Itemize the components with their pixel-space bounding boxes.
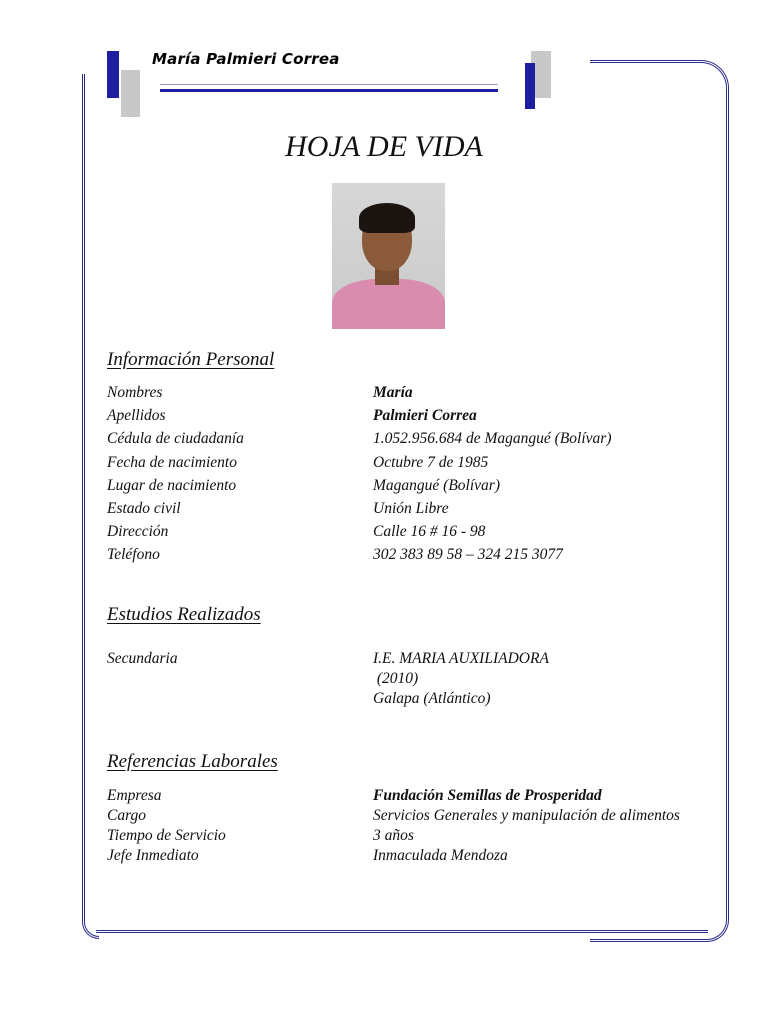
section-title-references: Referencias Laborales <box>107 751 278 772</box>
personal-info-row <box>107 384 707 407</box>
personal-info-label: Lugar de nacimiento <box>107 476 237 494</box>
personal-info-value: 302 383 89 58 – 324 215 3077 <box>373 546 563 564</box>
reference-label: Cargo <box>107 807 147 824</box>
personal-info-row <box>107 407 707 430</box>
personal-info-row <box>107 523 707 546</box>
reference-label: Empresa <box>107 787 162 804</box>
personal-info-label: Dirección <box>107 523 169 541</box>
reference-label: Jefe Inmediato <box>107 847 199 864</box>
profile-photo <box>332 183 445 329</box>
studies-label: Secundaria <box>107 650 178 667</box>
reference-value-duration: 3 años <box>373 827 414 844</box>
personal-info-row <box>107 500 707 523</box>
reference-label: Tiempo de Servicio <box>107 827 226 844</box>
header-rule <box>160 89 498 92</box>
section-title-studies: Estudios Realizados <box>107 604 261 625</box>
reference-value-supervisor: Inmaculada Mendoza <box>373 847 508 864</box>
header-decor-gray-block-left <box>121 70 140 117</box>
header-decor-blue-bar-left <box>107 51 119 98</box>
personal-info-row <box>107 430 707 453</box>
references-values <box>373 786 680 866</box>
personal-info-label: Nombres <box>107 384 163 401</box>
section-title-personal: Información Personal <box>107 349 275 370</box>
studies-line: (2010) <box>373 670 419 687</box>
personal-info-row <box>107 546 707 569</box>
personal-info-value: Octubre 7 de 1985 <box>373 453 489 471</box>
personal-info-value: Palmieri Correa <box>373 407 477 425</box>
header-decor-blue-bar-right <box>525 63 535 109</box>
header-name: María Palmieri Correa <box>152 50 340 68</box>
personal-info-label: Apellidos <box>107 407 166 425</box>
personal-info-label: Teléfono <box>107 546 160 564</box>
personal-info-label: Fecha de nacimiento <box>107 453 237 471</box>
personal-info-row <box>107 477 707 500</box>
reference-value-company: Fundación Semillas de Prosperidad <box>373 787 602 804</box>
header-rule-thin <box>160 84 498 85</box>
page-frame-left <box>82 74 99 939</box>
personal-info-value: Magangué (Bolívar) <box>373 476 500 494</box>
personal-info-value: 1.052.956.684 de Magangué (Bolívar) <box>373 430 612 448</box>
reference-value-position: Servicios Generales y manipulación de alimentos <box>373 807 680 824</box>
personal-info-value: María <box>373 384 413 401</box>
studies-details <box>373 649 549 709</box>
personal-info-row <box>107 454 707 477</box>
studies-line: Galapa (Atlántico) <box>373 690 491 707</box>
personal-info-value: Calle 16 # 16 - 98 <box>373 523 486 541</box>
personal-info-value: Unión Libre <box>373 500 449 517</box>
personal-info-label: Estado civil <box>107 500 181 517</box>
studies-line: I.E. MARIA AUXILIADORA <box>373 650 549 667</box>
references-labels <box>107 786 226 866</box>
personal-info-label: Cédula de ciudadanía <box>107 430 244 448</box>
page-title: HOJA DE VIDA <box>285 130 483 163</box>
